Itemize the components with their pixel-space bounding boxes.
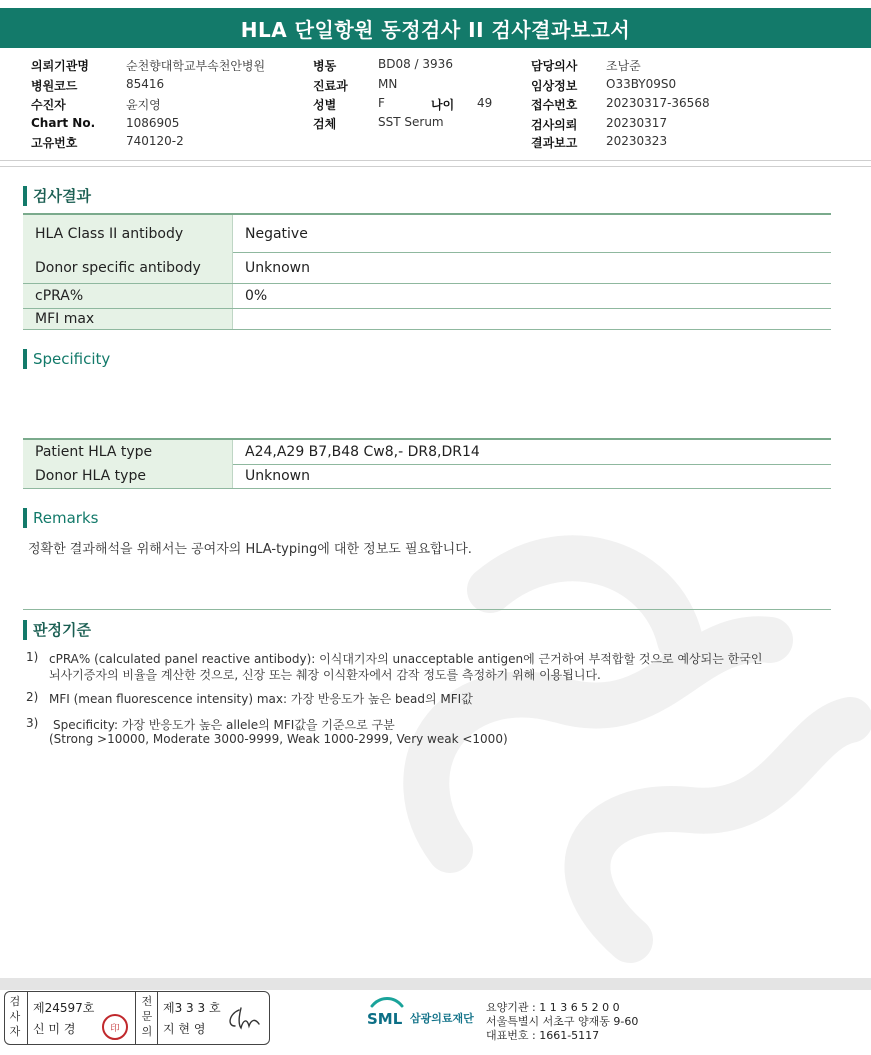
remarks-text: 정확한 결과해석을 위해서는 공여자의 HLA-typing에 대한 정보도 필요합니다. bbox=[28, 542, 472, 557]
header-value: SST Serum bbox=[378, 115, 444, 129]
table-row bbox=[23, 309, 831, 330]
divider bbox=[0, 160, 871, 161]
row-label: HLA Class II antibody bbox=[23, 215, 233, 252]
header-label: 진료과 bbox=[313, 79, 348, 93]
divider bbox=[0, 166, 871, 167]
header-label: 검체 bbox=[313, 117, 337, 131]
signer-license-number: 제3 3 3 호 bbox=[163, 1001, 221, 1015]
header-label: 성별 bbox=[313, 98, 337, 112]
header-label: 수진자 bbox=[31, 98, 66, 112]
header-label: 담당의사 bbox=[531, 59, 578, 73]
row-value: Unknown bbox=[245, 468, 310, 484]
header-value: 20230317 bbox=[606, 116, 668, 130]
header-label: 결과보고 bbox=[531, 136, 578, 150]
institution-code: 요양기관 : 1 1 3 6 5 2 0 0 bbox=[486, 1001, 620, 1014]
report-title: HLA 단일항원 동정검사 II 검사결과보고서 bbox=[0, 8, 871, 48]
criteria-number: 1) bbox=[26, 650, 39, 664]
table-row bbox=[23, 284, 831, 309]
table-row bbox=[23, 213, 831, 253]
header-value: 윤지영 bbox=[126, 98, 161, 112]
row-label: MFI max bbox=[23, 309, 233, 329]
header-value: O33BY09S0 bbox=[606, 77, 677, 91]
report-header bbox=[0, 54, 871, 154]
row-value: Unknown bbox=[245, 259, 310, 276]
row-label: Donor specific antibody bbox=[23, 252, 233, 283]
seal-stamp: 印 bbox=[102, 1014, 128, 1040]
header-value: 1086905 bbox=[126, 116, 180, 130]
criteria-text: cPRA% (calculated panel reactive antibody): 이식대기자의 unacceptable antigen에 근거하여 부적합할 것으로 예상되는 한국인 bbox=[49, 652, 763, 666]
signer-role-vertical: 전 문 의 bbox=[141, 995, 153, 1038]
divider bbox=[23, 609, 831, 610]
criteria-text: MFI (mean fluorescence intensity) max: 가장 반응도가 높은 bead의 MFI값 bbox=[49, 692, 473, 706]
row-value: Negative bbox=[245, 225, 308, 242]
header-label: 검사의뢰 bbox=[531, 118, 578, 132]
signer-role-vertical: 검 사 자 bbox=[9, 995, 21, 1038]
criteria-section-title: 판정기준 bbox=[23, 620, 91, 640]
age-label: 나이 bbox=[431, 98, 455, 112]
row-value: A24,A29 B7,B48 Cw8,- DR8,DR14 bbox=[245, 444, 480, 460]
institution-phone: 대표번호 : 1661-5117 bbox=[486, 1029, 600, 1042]
signer-name: 지 현 영 bbox=[163, 1022, 206, 1036]
criteria-text: 뇌사기증자의 비율을 계산한 것으로, 신장 또는 췌장 이식환자에서 감작 정도를 측정하기 위해 이용됩니다. bbox=[49, 668, 601, 682]
handwritten-signature bbox=[225, 1006, 261, 1032]
table-row bbox=[23, 464, 831, 489]
header-value: MN bbox=[378, 77, 398, 91]
criteria-number: 2) bbox=[26, 690, 39, 704]
sml-logo-icon bbox=[366, 996, 406, 1028]
row-label: Patient HLA type bbox=[23, 440, 233, 464]
header-label: 의뢰기관명 bbox=[31, 59, 89, 73]
header-label: 임상정보 bbox=[531, 79, 578, 93]
remarks-section-title: Remarks bbox=[23, 508, 98, 528]
signer-license-number: 제24597호 bbox=[33, 1001, 95, 1015]
header-value: F bbox=[378, 96, 385, 110]
specificity-section-title: Specificity bbox=[23, 349, 110, 369]
criteria-number: 3) bbox=[26, 716, 39, 730]
criteria-text: Specificity: 가장 반응도가 높은 allele의 MFI값을 기준으로 구분 bbox=[53, 718, 395, 732]
row-value bbox=[233, 309, 831, 329]
header-value: 85416 bbox=[126, 77, 165, 91]
footer-band bbox=[0, 978, 871, 990]
header-label: 고유번호 bbox=[31, 136, 78, 150]
table-row bbox=[23, 252, 831, 284]
header-value: 순천향대학교부속천안병원 bbox=[126, 59, 266, 73]
row-label: cPRA% bbox=[23, 284, 233, 308]
sml-logo-name: 삼광의료재단 bbox=[410, 1012, 474, 1025]
header-value: 20230323 bbox=[606, 134, 668, 148]
header-value: BD08 / 3936 bbox=[378, 57, 453, 71]
criteria-text: (Strong >10000, Moderate 3000-9999, Weak 1000-2999, Very weak <1000) bbox=[49, 732, 508, 746]
signature-box bbox=[4, 991, 270, 1045]
svg-text:SML: SML bbox=[367, 1010, 403, 1028]
signer-name: 신 미 경 bbox=[33, 1022, 76, 1036]
header-value: 740120-2 bbox=[126, 134, 184, 148]
results-section-title: 검사결과 bbox=[23, 186, 91, 206]
table-row bbox=[23, 438, 831, 465]
header-label: 병동 bbox=[313, 59, 337, 73]
institution-address: 서울특별시 서초구 양재동 9-60 bbox=[486, 1015, 639, 1028]
header-value: 20230317-36568 bbox=[606, 96, 710, 110]
header-label: Chart No. bbox=[31, 116, 96, 130]
row-value: 0% bbox=[245, 288, 268, 304]
header-value: 조남준 bbox=[606, 59, 641, 73]
row-label: Donor HLA type bbox=[23, 464, 233, 488]
age-value: 49 bbox=[477, 96, 493, 110]
header-label: 병원코드 bbox=[31, 79, 78, 93]
header-label: 접수번호 bbox=[531, 98, 578, 112]
